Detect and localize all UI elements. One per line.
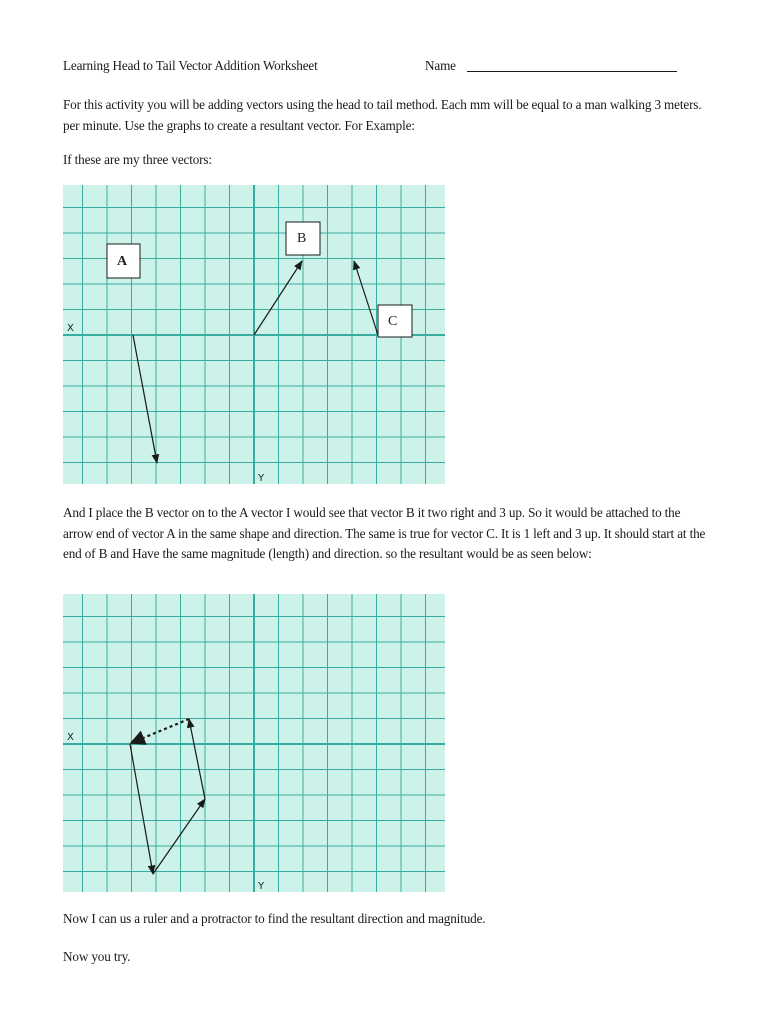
vector-c-label: C <box>388 314 398 329</box>
y-axis-label: Y <box>258 881 265 892</box>
name-field-line[interactable] <box>467 71 677 72</box>
vector-graph-resultant <box>63 594 445 892</box>
worksheet-title: Learning Head to Tail Vector Addition Worksheet <box>63 58 318 73</box>
vector-a-label: A <box>117 254 128 269</box>
vector-b-label: B <box>297 231 307 246</box>
x-axis-label: X <box>67 732 74 743</box>
vectors-intro-paragraph: If these are my three vectors: <box>63 152 212 167</box>
ruler-paragraph: Now I can us a ruler and a protractor to find the resultant direction and magnitude. <box>63 911 486 926</box>
explanation-paragraph: And I place the B vector on to the A vector I would see that vector B it two right and 3 up. So it would be attached to the arrow end of vector A in the same shape and direction. The same is true for vector C. It is 1 left and 3 up. It should start at the end of B and Have the same magnitude (length) and direction. so the resultant would be as seen below: <box>63 505 706 561</box>
y-axis-label: Y <box>258 473 265 484</box>
name-label: Name <box>425 58 456 73</box>
intro-paragraph: For this activity you will be adding vectors using the head to tail method. Each mm will be equal to a man walking 3 meters. per minute. Use the graphs to create a resultant vector. For Example: <box>63 97 702 133</box>
vector-graph-example <box>63 185 445 484</box>
try-paragraph: Now you try. <box>63 949 131 964</box>
x-axis-label: X <box>67 323 74 334</box>
